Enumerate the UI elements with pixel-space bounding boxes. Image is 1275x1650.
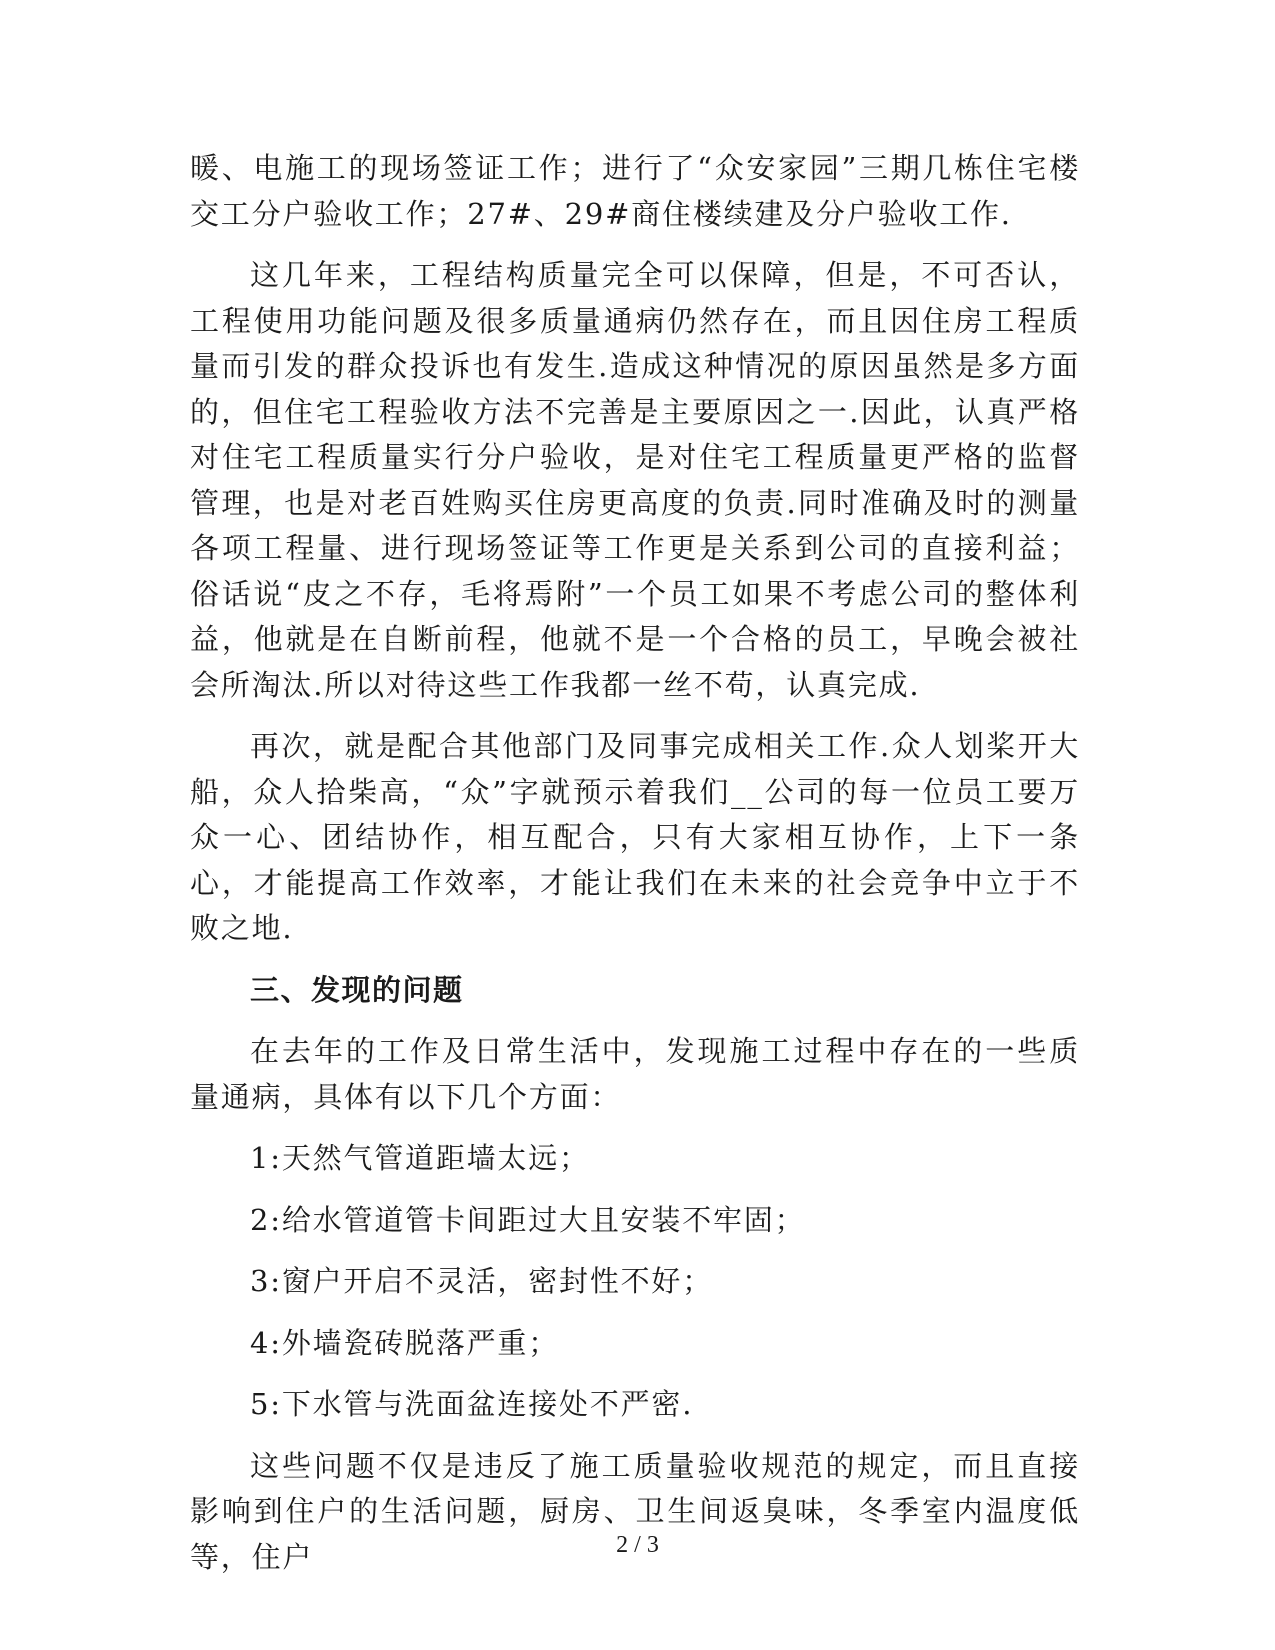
issue-item-4: 4:外墙瓷砖脱落严重； [250,1325,560,1360]
issue-item-3: 3:窗户开启不灵活，密封性不好； [250,1264,714,1298]
paragraph-continuation: 暖、电施工的现场签证工作；进行了“众安家园”三期几栋住宅楼交工分户验收工作；27#、29#商住楼续建及分户验收工作. [190,151,1080,231]
section-heading: 三、发现的问题 [250,972,464,1007]
issue-item-5: 5:下水管与洗面盆连接处不严密. [250,1387,694,1421]
document-body [190,146,1080,1596]
paragraph-quality: 这几年来，工程结构质量完全可以保障，但是，不可否认，工程使用功能问题及很多质量通病仍然存在，而且因住房工程质量而引发的群众投诉也有发生.造成这种情况的原因虽然是多方面的，但住宅工程验收方法不完善是主要原因之一.因此，认真严格对住宅工程质量实行分户验收，是对住宅工程质量更严格的监督管理，也是对老百姓购买住房更高度的负责.同时准确及时的测量各项工程量、进行现场签证等工作更是关系到公司的直接利益；俗话说“皮之不存，毛将焉附”一个员工如果不考虑公司的整体利益，他就是在自断前程，他就不是一个合格的员工，早晚会被社会所淘汰.所以对待这些工作我都一丝不苟，认真完成. [190,258,1080,702]
paragraph-cooperation: 再次，就是配合其他部门及同事完成相关工作.众人划桨开大船，众人拾柴高，“众”字就预示着我们__公司的每一位员工要万众一心、团结协作，相互配合，只有大家相互协作，上下一条心，才能提高工作效率，才能让我们在未来的社会竞争中立于不败之地. [190,729,1080,945]
issue-item-1: 1:天然气管道距墙太远； [250,1141,590,1175]
section-intro: 在去年的工作及日常生活中，发现施工过程中存在的一些质量通病，具体有以下几个方面： [190,1034,1080,1114]
issue-item-2: 2:给水管道管卡间距过大且安装不牢固； [250,1202,806,1237]
closing-paragraph: 这些问题不仅是违反了施工质量验收规范的规定，而且直接影响到住户的生活问题，厨房、卫生间返臭味，冬季室内温度低等，住户 [190,1448,1080,1574]
page-number: 2 / 3 [616,1532,659,1558]
